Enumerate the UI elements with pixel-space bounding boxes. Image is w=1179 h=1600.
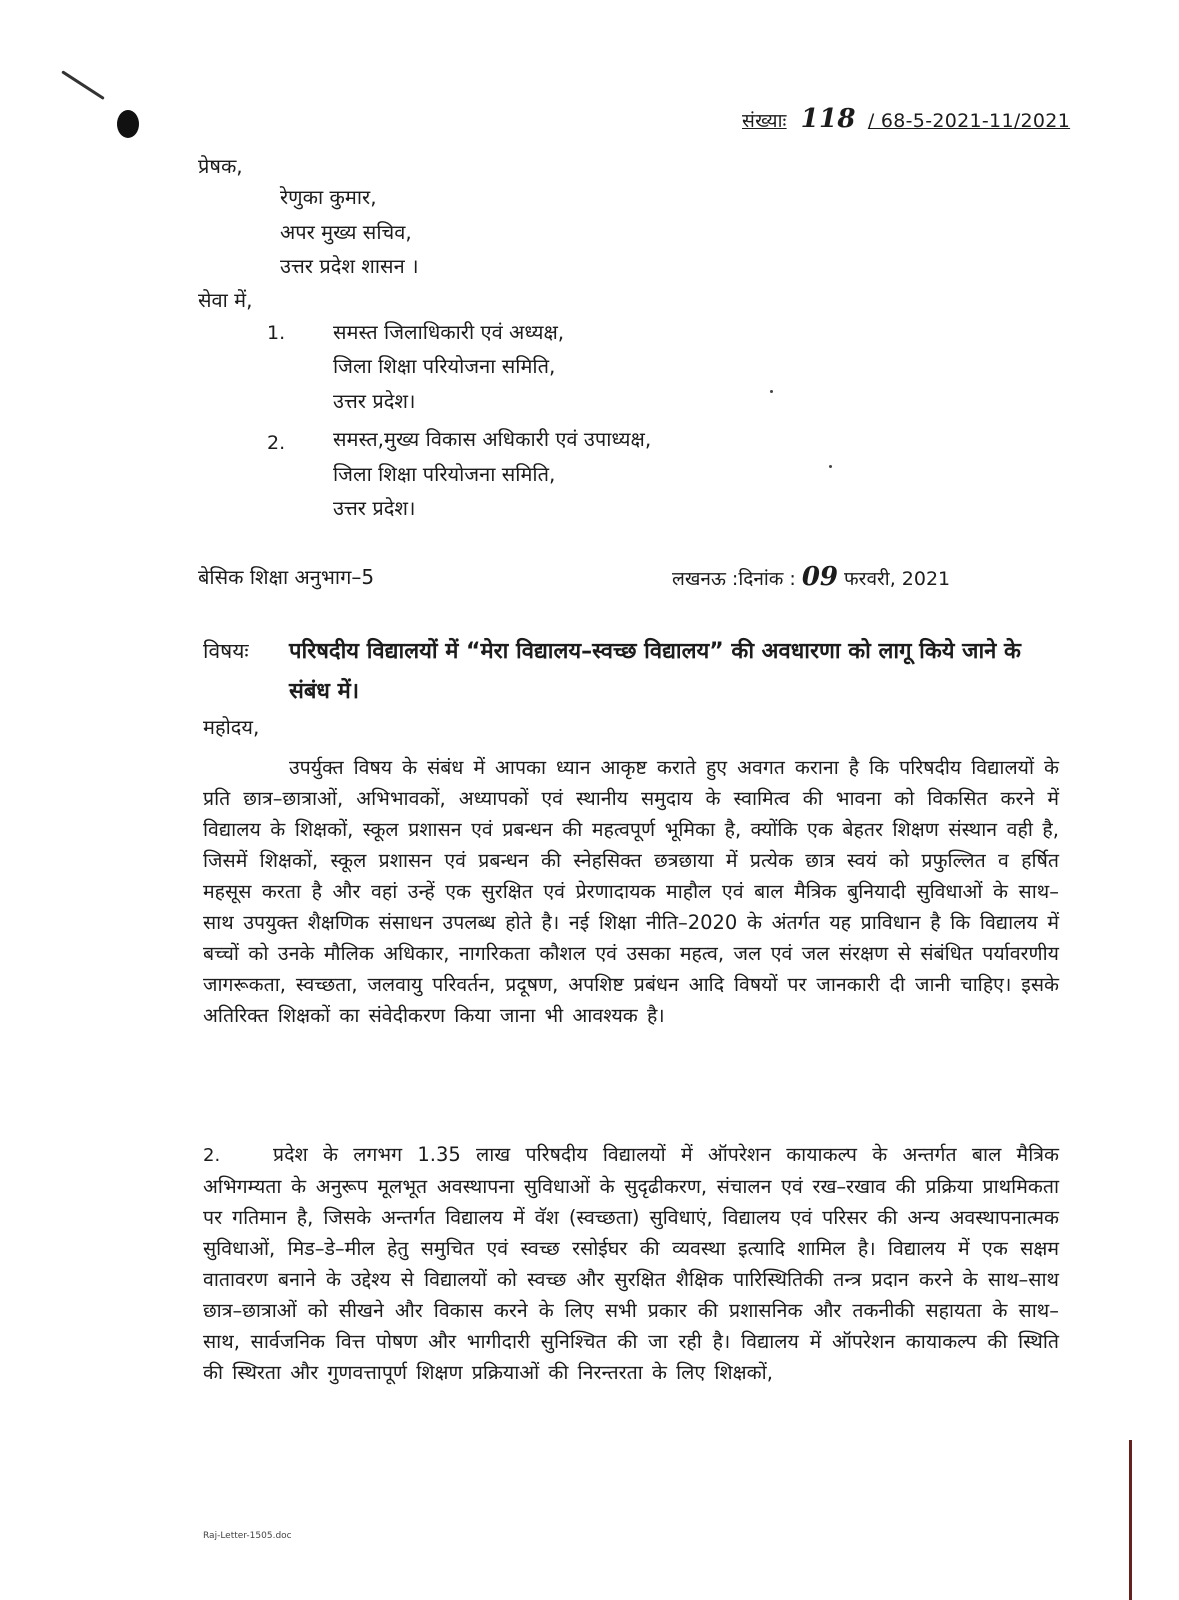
reference-label: संख्याः bbox=[742, 110, 787, 132]
letter-date bbox=[672, 562, 950, 592]
handwritten-date-day: 09 bbox=[801, 562, 839, 592]
department: बेसिक शिक्षा अनुभाग–5 bbox=[198, 565, 375, 589]
sender-designation: अपर मुख्य सचिव, bbox=[280, 220, 412, 244]
paragraph-2 bbox=[203, 1139, 1059, 1388]
file-name-footer: Raj-Letter-1505.doc bbox=[203, 1531, 292, 1541]
speck-mark bbox=[829, 465, 832, 468]
ink-blot-mark bbox=[117, 110, 139, 138]
date-prefix: लखनऊ :दिनांक : bbox=[672, 568, 796, 590]
subject-label: विषयः bbox=[203, 639, 249, 663]
handwritten-reference-number: 118 bbox=[800, 104, 856, 134]
recipient-line: समस्त,मुख्य विकास अधिकारी एवं उपाध्यक्ष, bbox=[333, 427, 652, 451]
paragraph-2-number: 2. bbox=[203, 1145, 221, 1166]
recipient-line: उत्तर प्रदेश। bbox=[333, 389, 416, 413]
recipient-line: समस्त जिलाधिकारी एवं अध्यक्ष, bbox=[333, 320, 565, 344]
speck-mark bbox=[770, 390, 773, 393]
recipient-number: 1. bbox=[267, 322, 286, 344]
paragraph-2-text: प्रदेश के लगभग 1.35 लाख परिषदीय विद्यालयों में ऑपरेशन कायाकल्प के अन्तर्गत बाल मैत्रिक अभिगम्यता के अनुरूप मूलभूत अवस्थापना सुविधाओं के सुदृढीकरण, संचालन एवं रख–रखाव की प्रक्रिया प्राथमिकता पर गतिमान है, जिसके अन्तर्गत विद्यालय में वॅश (स्वच्छता) सुविधाएं, विद्यालय एवं परिसर की अन्य अवस्थापनात्मक सुविधाओं, मिड–डे–मील हेतु समुचित एवं स्वच्छ रसोईघर की व्यवस्था इत्यादि शामिल है। विद्यालय में एक सक्षम वातावरण बनाने के उद्देश्य से विद्यालयों को स्वच्छ और सुरक्षित शैक्षिक पारिस्थितिकी तन्त्र प्रदान करने के साथ–साथ छात्र–छात्राओं को सीखने और विकास करने के लिए सभी प्रकार की प्रशासनिक और तकनीकी सहायता के साथ–साथ, सार्वजनिक वित्त पोषण और भागीदारी सुनिश्चित की जा रही है। विद्यालय में ऑपरेशन कायाकल्प की स्थिति की स्थिरता और गुणवत्तापूर्ण शिक्षण प्रक्रियाओं की निरन्तरता के लिए शिक्षकों, bbox=[203, 1143, 1059, 1384]
recipient-number: 2. bbox=[267, 432, 286, 454]
recipient-line: उत्तर प्रदेश। bbox=[333, 496, 416, 520]
reference-number bbox=[742, 104, 1070, 134]
pen-stroke-mark bbox=[61, 70, 105, 100]
date-suffix: फरवरी, 2021 bbox=[844, 568, 951, 590]
sender-heading: प्रेषक, bbox=[198, 154, 243, 178]
recipients-heading: सेवा में, bbox=[198, 288, 253, 312]
sender-name: रेणुका कुमार, bbox=[280, 185, 377, 209]
sender-office: उत्तर प्रदेश शासन । bbox=[280, 254, 419, 278]
subject-text: परिषदीय विद्यालयों में “मेरा विद्यालय–स्वच्छ विद्यालय” की अवधारणा को लागू किये जाने के संबंध में। bbox=[289, 639, 1021, 704]
page-edge-line bbox=[1129, 1440, 1132, 1600]
recipient-line: जिला शिक्षा परियोजना समिति, bbox=[333, 462, 556, 486]
paragraph-1: उपर्युक्त विषय के संबंध में आपका ध्यान आकृष्ट कराते हुए अवगत कराना है कि परिषदीय विद्यालयों के प्रति छात्र–छात्राओं, अभिभावकों, अध्यापकों एवं स्थानीय समुदाय के स्वामित्व की भावना को विकसित करने में विद्यालय के शिक्षकों, स्कूल प्रशासन एवं प्रबन्धन की महत्वपूर्ण भूमिका है, क्योंकि एक बेहतर शिक्षण संस्थान वही है, जिसमें शिक्षकों, स्कूल प्रशासन एवं प्रबन्धन की स्नेहसिक्त छत्रछाया में प्रत्येक छात्र स्वयं को प्रफुल्लित व हर्षित महसूस करता है और वहां उन्हें एक सुरक्षित एवं प्रेरणादायक माहौल एवं बाल मैत्रिक बुनियादी सुविधाओं के साथ–साथ उपयुक्त शैक्षणिक संसाधन उपलब्ध होते है। नई शिक्षा नीति–2020 के अंतर्गत यह प्राविधान है कि विद्यालय में बच्चों को उनके मौलिक अधिकार, नागरिकता कौशल एवं उसका महत्व, जल एवं जल संरक्षण से संबंधित पर्यावरणीय जागरूकता, स्वच्छता, जलवायु परिवर्तन, प्रदूषण, अपशिष्ट प्रबंधन आदि विषयों पर जानकारी दी जानी चाहिए। इसके अतिरिक्त शिक्षकों का संवेदीकरण किया जाना भी आवश्यक है। bbox=[203, 756, 1059, 1027]
salutation: महोदय, bbox=[203, 715, 260, 739]
recipient-line: जिला शिक्षा परियोजना समिति, bbox=[333, 354, 556, 378]
reference-rest: / 68-5-2021-11/2021 bbox=[867, 110, 1071, 132]
